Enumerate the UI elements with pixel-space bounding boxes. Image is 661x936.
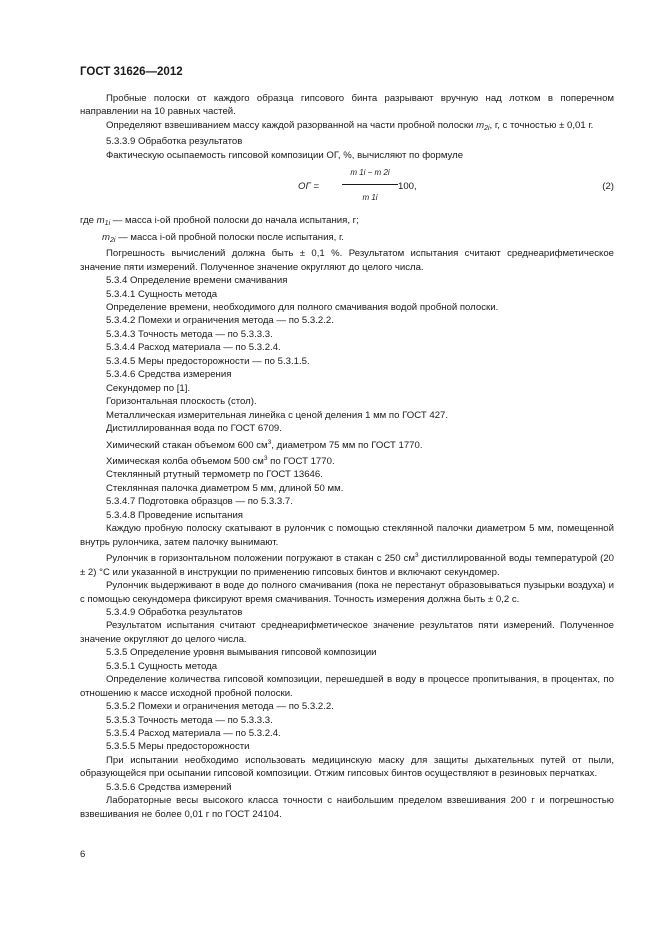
- document-body: [80, 92, 614, 821]
- formula: [80, 166, 614, 212]
- paragraph: Погрешность вычислений должна быть ± 0,1 %. Результатом испытания считают среднеарифметическое значение пяти измерений. Полученное значение округляют до целого числа.: [80, 248, 614, 273]
- formula-numerator: m 1i − m 2i: [342, 166, 398, 184]
- list-item: Химический стакан объемом 600 $см^3$, диаметром 75 мм по ГОСТ 1770.: [106, 438, 423, 451]
- list-item: 5.3.4.2 Помехи и ограничения метода — по 5.3.2.2.: [106, 315, 334, 327]
- list-item: 5.3.5.5 Меры предосторожности: [106, 741, 250, 753]
- list-item: 5.3.4.8 Проведение испытания: [106, 509, 243, 521]
- list-item: 5.3.5.2 Помехи и ограничения метода — по 5.3.2.2.: [106, 701, 334, 713]
- list-item: Металлическая измерительная линейка с ценой деления 1 мм по ГОСТ 427.: [106, 409, 449, 421]
- formula-number: (2): [602, 181, 614, 193]
- paragraph: Рулончик выдерживают в воде до полного смачивания (пока не перестанут образовываться пузырьки воздуха) и с помощью секундомера фиксируют время смачивания. Точность измерения должна быть ± 0,2 с.: [80, 580, 614, 605]
- list-item: Дистиллированная вода по ГОСТ 6709.: [106, 423, 282, 435]
- paragraph: Определение количества гипсовой композиции, перешедшей в воду в процессе пропитывания, в процентах, по отношению к массе исходной пробной полоски.: [80, 674, 614, 699]
- paragraph: Пробные полоски от каждого образца гипсового бинта разрывают вручную над лотком в поперечном направлении на 10 равных частей.: [80, 93, 614, 118]
- paragraph: При испытании необходимо использовать медицинскую маску для защиты дыхательных путей от пыли, образующейся при осыпании гипсовой композиции. Отжим гипсовых бинтов осуществляют в резиновых перчатках.: [80, 754, 614, 780]
- paragraph: Каждую пробную полоску скатывают в рулончик с помощью стеклянной палочки диаметром 5 мм, помещенной внутрь рулончика, затем палочку вынимают.: [80, 523, 614, 548]
- section-heading: 5.3.5.1 Сущность метода: [106, 660, 218, 672]
- list-item: Химическая колба объемом 500 $см^3$ по ГОСТ 1770.: [106, 454, 335, 467]
- section-heading: 5.3.5 Определение уровня вымывания гипсовой композиции: [106, 647, 377, 659]
- formula-lhs: ОГ =: [298, 181, 319, 193]
- list-item: 5.3.5.3 Точность метода — по 5.3.3.3.: [106, 714, 273, 726]
- list-item: 5.3.4.4 Расход материала — по 5.3.2.4.: [106, 342, 281, 354]
- section-heading: 5.3.4 Определение времени смачивания: [106, 275, 288, 287]
- paragraph: Результатом испытания считают среднеарифметическое значение результатов пяти измерений. Полученное значение округляют до целого числа.: [80, 620, 614, 645]
- list-item: Стеклянная палочка диаметром 5 мм, длиной 50 мм.: [106, 482, 344, 494]
- standard-header: ГОСТ 31626—2012: [80, 66, 183, 78]
- section-heading: 5.3.5.6 Средства измерений: [106, 781, 232, 793]
- list-item: 5.3.4.3 Точность метода — по 5.3.3.3.: [106, 328, 273, 340]
- section-heading: 5.3.3.9 Обработка результатов: [106, 136, 243, 148]
- list-item: Секундомер по [1].: [106, 382, 191, 394]
- list-item: 5.3.4.5 Меры предосторожности — по 5.3.1.5.: [106, 355, 310, 367]
- list-item: Горизонтальная плоскость (стол).: [106, 396, 257, 408]
- paragraph: Определение времени, необходимого для полного смачивания водой пробной полоски.: [106, 301, 499, 313]
- list-item: 5.3.4.7 Подготовка образцов — по 5.3.3.7.: [106, 496, 293, 508]
- page-number: 6: [80, 849, 86, 860]
- section-heading: 5.3.4.1 Сущность метода: [106, 288, 218, 300]
- list-item: Стеклянный ртутный термометр по ГОСТ 13646.: [106, 469, 323, 481]
- list-item: 5.3.5.4 Расход материала — по 5.3.2.4.: [106, 728, 281, 740]
- formula-fraction: [342, 166, 398, 204]
- paragraph: Фактическую осыпаемость гипсовой композиции ОГ, %, вычисляют по формуле: [106, 149, 464, 161]
- formula-denominator: m 1i: [362, 192, 378, 202]
- paragraph: Рулончик в горизонтальном положении погружают в стакан с 250 $см^3$ дистиллированной воды температурой (20 ± 2) °С или указанной в инструкции по применению гипсовых бинтов и включают секундомер.: [80, 552, 614, 578]
- section-heading: 5.3.4.9 Обработка результатов: [106, 606, 243, 618]
- legend-line: где $m_{1i}$ — масса i-ой пробной полоски до начала испытания, г;: [80, 215, 359, 228]
- paragraph: Лабораторные весы высокого класса точности с наибольшим пределом взвешивания 200 г и погрешностью взвешивания не более 0,01 г по ГОСТ 24104.: [80, 795, 614, 820]
- paragraph: Определяют взвешиванием массу каждой разорванной на части пробной полоски $m_{2i}$, г, с точностью ± 0,01 г.: [106, 119, 594, 132]
- formula-tail: 100,: [398, 181, 417, 193]
- legend-line: $m_{2i}$ — масса i-ой пробной полоски после испытания, г.: [102, 231, 344, 244]
- list-item: 5.3.4.6 Средства измерения: [106, 369, 232, 381]
